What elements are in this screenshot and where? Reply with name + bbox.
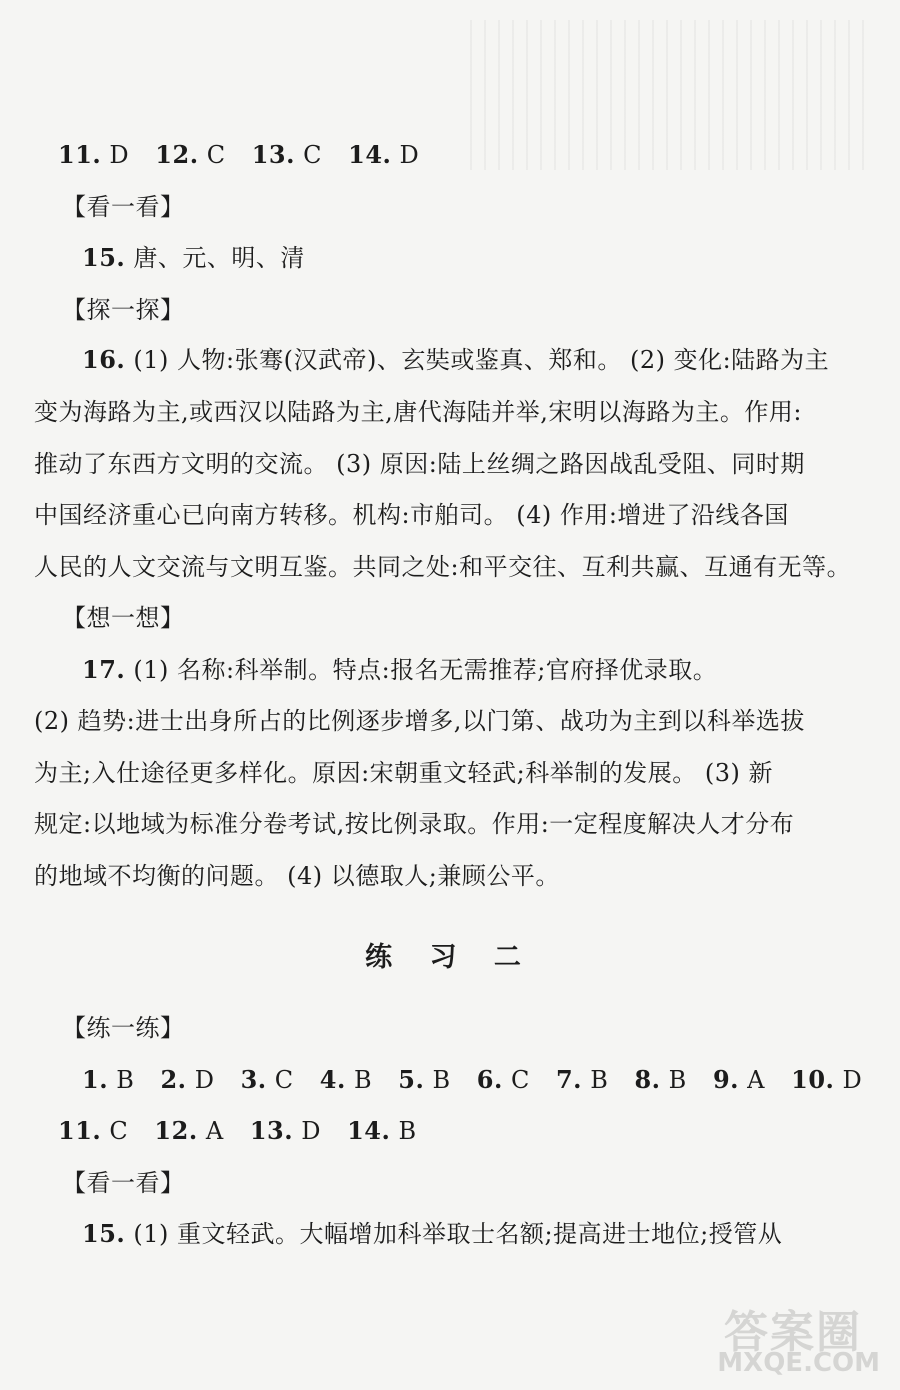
answer-row-11-14-b bbox=[58, 1116, 848, 1146]
answer-number: 5. bbox=[398, 1065, 425, 1094]
watermark-text: 答案圈 bbox=[724, 1307, 862, 1358]
answer-value: B bbox=[398, 1117, 417, 1145]
watermark-url: MXQE.COM bbox=[717, 1348, 880, 1378]
answer-value: B bbox=[354, 1066, 373, 1094]
answer-value: C bbox=[109, 1117, 129, 1145]
question-15 bbox=[82, 243, 824, 273]
answer-value: B bbox=[432, 1066, 451, 1094]
answer-value: B bbox=[590, 1066, 609, 1094]
question-number: 16. bbox=[82, 345, 126, 374]
question-17-line-2: (2) 趋势:进士出身所占的比例逐步增多,以门第、战功为主到以科举选拔 bbox=[34, 707, 805, 735]
section-label-kan-2: 【看一看】 bbox=[62, 1169, 185, 1197]
question-15-b bbox=[82, 1219, 824, 1249]
answer-value: D bbox=[109, 141, 130, 169]
question-17-line-1 bbox=[82, 655, 824, 685]
question-text: (1) 人物:张骞(汉武帝)、玄奘或鉴真、郑和。 (2) 变化:陆路为主 bbox=[133, 346, 830, 374]
watermark-logo bbox=[680, 1296, 880, 1378]
answer-number: 8. bbox=[634, 1065, 661, 1094]
answer-number: 14. bbox=[347, 1116, 391, 1145]
answer-number: 14. bbox=[348, 140, 392, 169]
answer-value: B bbox=[116, 1066, 135, 1094]
answer-row-1-10 bbox=[82, 1065, 863, 1095]
answer-number: 4. bbox=[319, 1065, 346, 1094]
answer-row-11-14 bbox=[58, 140, 848, 170]
section-title: 练 习 二 bbox=[365, 942, 535, 973]
answer-value: A bbox=[747, 1066, 765, 1094]
answer-number: 3. bbox=[240, 1065, 267, 1094]
section-label-kan: 【看一看】 bbox=[62, 193, 185, 221]
answer-number: 6. bbox=[476, 1065, 503, 1094]
answer-number: 7. bbox=[555, 1065, 583, 1094]
answer-number: 13. bbox=[251, 140, 295, 169]
answer-number: 13. bbox=[249, 1116, 294, 1145]
question-number: 17. bbox=[82, 655, 126, 684]
answer-value: D bbox=[194, 1066, 215, 1094]
answer-value: D bbox=[842, 1066, 863, 1094]
question-16-line-1 bbox=[82, 345, 830, 375]
section-label-xiang: 【想一想】 bbox=[62, 604, 185, 632]
question-17-line-5: 的地域不均衡的问题。 (4) 以德取人;兼顾公平。 bbox=[34, 862, 560, 890]
answer-value: D bbox=[301, 1117, 321, 1145]
answer-value: A bbox=[205, 1117, 224, 1145]
section-label-lian: 【练一练】 bbox=[62, 1014, 185, 1042]
question-number: 15. bbox=[82, 243, 126, 272]
section-label-tan: 【探一探】 bbox=[62, 296, 185, 324]
question-text: 唐、元、明、清 bbox=[133, 244, 305, 272]
answer-number: 11. bbox=[58, 140, 102, 169]
answer-value: C bbox=[274, 1066, 294, 1094]
question-17-line-4: 规定:以地域为标准分卷考试,按比例录取。作用:一定程度解决人才分布 bbox=[34, 810, 795, 838]
question-text: (1) 名称:科举制。特点:报名无需推荐;官府择优录取。 bbox=[133, 656, 718, 684]
question-16-line-3: 推动了东西方文明的交流。 (3) 原因:陆上丝绸之路因战乱受阻、同时期 bbox=[34, 450, 805, 478]
answer-value: C bbox=[303, 141, 322, 169]
answer-value: C bbox=[510, 1066, 530, 1094]
question-number: 15. bbox=[82, 1219, 126, 1248]
answer-number: 2. bbox=[160, 1065, 187, 1094]
answer-number: 10. bbox=[791, 1065, 835, 1094]
answer-value: C bbox=[206, 141, 226, 169]
answer-number: 12. bbox=[154, 1116, 198, 1145]
question-16-line-5: 人民的人文交流与文明互鉴。共同之处:和平交往、互利共赢、互通有无等。 bbox=[34, 553, 852, 581]
answer-number: 1. bbox=[82, 1065, 109, 1094]
question-16-line-2: 变为海路为主,或西汉以陆路为主,唐代海陆并举,宋明以海路为主。作用: bbox=[34, 398, 802, 426]
question-16-line-4: 中国经济重心已向南方转移。机构:市舶司。 (4) 作用:增进了沿线各国 bbox=[34, 501, 789, 529]
answer-number: 12. bbox=[155, 140, 199, 169]
answer-value: D bbox=[399, 141, 420, 169]
answer-value: B bbox=[668, 1066, 687, 1094]
question-text: (1) 重文轻武。大幅增加科举取士名额;提高进士地位;授管从 bbox=[133, 1220, 783, 1248]
question-17-line-3: 为主;入仕途径更多样化。原因:宋朝重文轻武;科举制的发展。 (3) 新 bbox=[34, 759, 774, 787]
answer-number: 9. bbox=[712, 1065, 740, 1094]
answer-number: 11. bbox=[58, 1116, 102, 1145]
